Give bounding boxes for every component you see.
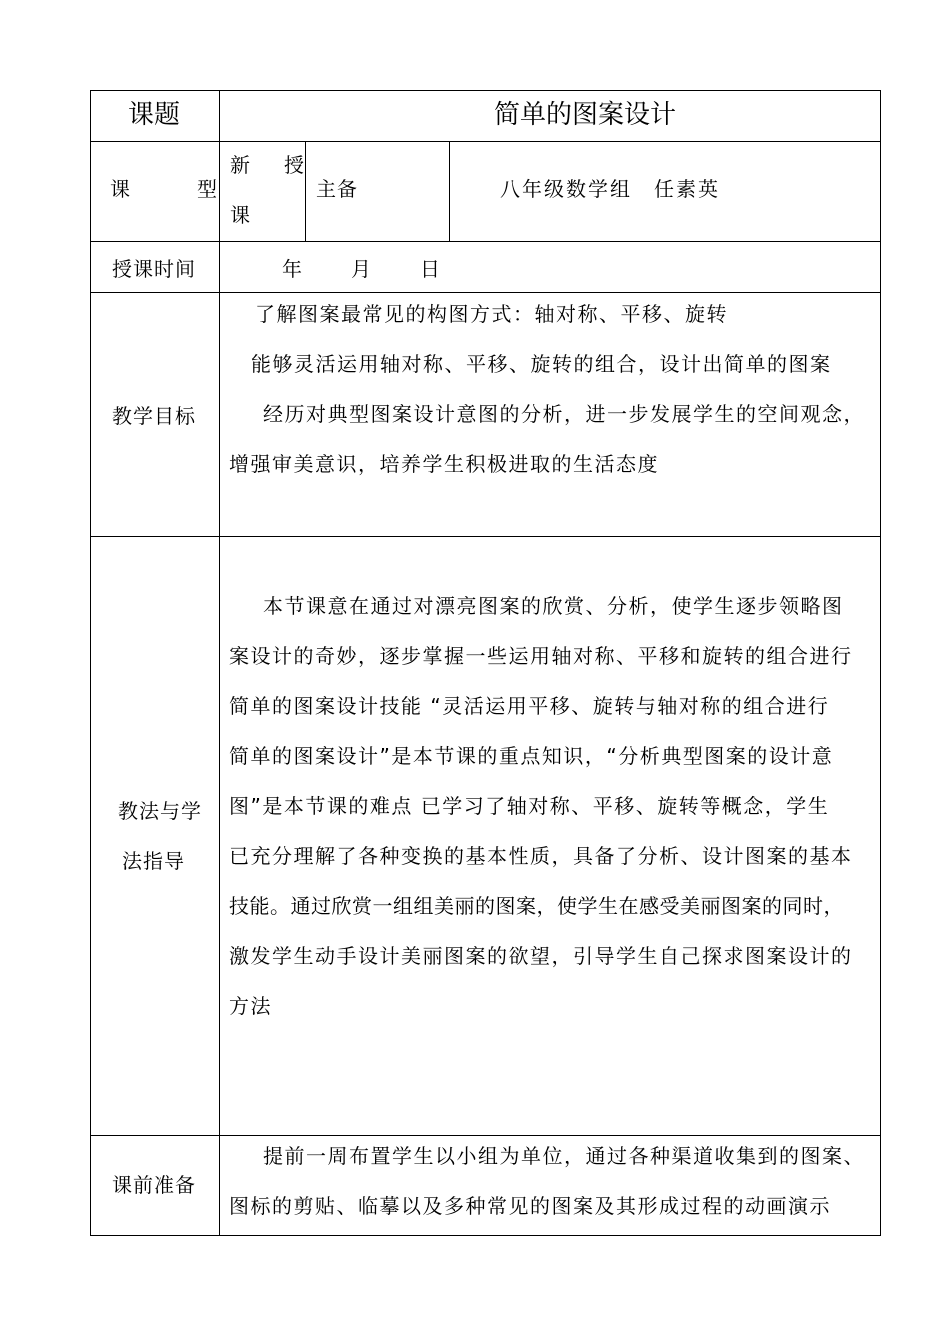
method-line: 案设计的奇妙，逐步掌握一些运用轴对称、平移和旋转的组合进行: [229, 644, 853, 668]
objective-line: 能够灵活运用轴对称、平移、旋转的组合，设计出简单的图案: [251, 352, 832, 376]
objective-line: 经历对典型图案设计意图的分析，进一步发展学生的空间观念，: [263, 402, 865, 426]
table-border-top: [90, 90, 881, 91]
row-divider: [90, 241, 881, 242]
method-line: 技能。通过欣赏一组组美丽的图案，使学生在感受美丽图案的同时，: [229, 894, 844, 918]
preparation-label: 课前准备: [112, 1173, 196, 1197]
table-border-left: [90, 90, 91, 1236]
method-line: 已充分理解了各种变换的基本性质，具备了分析、设计图案的基本: [229, 844, 853, 868]
method-text: [229, 581, 853, 1031]
lesson-type-value-line1: 新 授: [230, 153, 311, 177]
lesson-type-label: 课 型: [110, 177, 226, 201]
title-label: 课题: [128, 100, 181, 130]
prep-value: 八年级数学组 任素英: [500, 177, 720, 201]
label-column-divider: [219, 90, 220, 1236]
method-label-line1: 教法与学: [118, 799, 202, 823]
preparation-line: 提前一周布置学生以小组为单位，通过各种渠道收集到的图案、: [263, 1144, 865, 1168]
objectives-label: 教学目标: [112, 404, 196, 428]
method-line: 简单的图案设计”是本节课的重点知识，“分析典型图案的设计意: [229, 744, 834, 768]
lesson-type-value-line2: 课: [230, 203, 251, 227]
method-label-line2: 法指导: [122, 849, 185, 873]
table-border-bottom: [90, 1235, 881, 1236]
objective-line: 了解图案最常见的构图方式：轴对称、平移、旋转: [255, 302, 728, 326]
objective-line: 增强审美意识，培养学生积极进取的生活态度: [229, 452, 659, 476]
method-line: 简单的图案设计技能 “灵活运用平移、旋转与轴对称的组合进行: [229, 694, 830, 718]
time-label: 授课时间: [112, 257, 196, 281]
row-divider: [90, 141, 881, 142]
method-line: 本节课意在通过对漂亮图案的欣赏、分析，使学生逐步领略图: [263, 594, 844, 618]
time-value: 年 月 日: [282, 257, 443, 281]
table-border-right: [880, 90, 881, 1236]
prep-column-divider: [449, 141, 450, 242]
row-divider: [90, 536, 881, 537]
method-line: 方法: [229, 994, 272, 1018]
page-title: 简单的图案设计: [494, 100, 677, 130]
preparation-line: 图标的剪贴、临摹以及多种常见的图案及其形成过程的动画演示: [229, 1194, 831, 1218]
preparation-text: [229, 1131, 865, 1231]
method-line: 激发学生动手设计美丽图案的欲望，引导学生自己探求图案设计的: [229, 944, 853, 968]
method-line: 图”是本节课的难点 已学习了轴对称、平移、旋转等概念，学生: [229, 794, 830, 818]
objectives-text: [229, 289, 865, 489]
prep-label: 主备: [316, 177, 358, 201]
